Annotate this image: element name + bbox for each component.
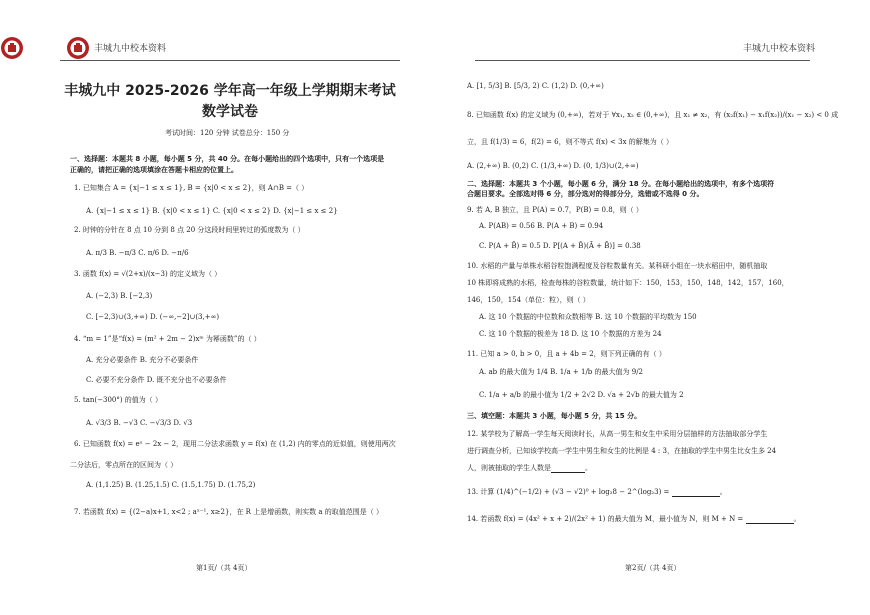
right-line-15: A. ab 的最大值为 1/4 B. 1/a + 1/b 的最大值为 9/2	[479, 368, 644, 376]
left-line-14: 6. 已知函数 f(x) = eˣ − 2x − 2，现用二分法求函数 y = f(x) 在 (1,2) 内的零点的近似值，则使用两次	[74, 440, 396, 448]
left-line-9: 4. “m = 1”是“f(x) = (m² + 2m − 2)xᵐ 为幂函数”的（ ）	[74, 335, 261, 343]
right-line-8: C. P(A + B̄) = 0.5 D. P[(A + B̄)(Ā + B̄)] = 0.38	[479, 242, 641, 250]
left-line-3: A. {x|−1 ≤ x ≤ 1} B. {x|0 < x ≤ 1} C. {x|0 < x ≤ 2} D. {x|−1 ≤ x ≤ 2}	[86, 207, 338, 215]
school-logo-icon	[0, 36, 24, 60]
left-line-15: 二分法后，零点所在的区间为（ ）	[70, 461, 178, 469]
right-line-3: A. (2,+∞) B. (0,2) C. (1/3,+∞) D. (0, 1/3)∪(2,+∞)	[467, 162, 639, 170]
right-line-19: 进行调查分析，已知该学校高一学生中男生和女生的比例是 4 : 3，在抽取的学生中男生比女生多 24	[467, 447, 777, 455]
page-footer: 第1页/（共 4页）	[196, 564, 252, 572]
page-header	[743, 34, 815, 60]
header-school-name: 丰城九中校本资料	[94, 43, 167, 54]
right-line-9: 10. 水稻的产量与单株水稻谷粒饱满程度及谷粒数量有关。某科研小组在一块水稻田中，随机抽取	[467, 262, 768, 270]
exam-meta: 考试时间：120 分钟 试卷总分：150 分	[165, 129, 290, 137]
left-line-1: 正确的，请把正确的选项填涂在答题卡相应的位置上。	[70, 166, 238, 174]
right-line-18: 12. 某学校为了解高一学生每天阅读时长，从高一男生和女生中采用分层抽样的方法抽取部分学生	[467, 430, 768, 438]
header-divider	[60, 60, 400, 61]
exam-subtitle: 数学试卷	[202, 104, 258, 120]
page-header	[94, 34, 166, 60]
right-line-13: C. 这 10 个数据的极差为 18 D. 这 10 个数据的方差为 24	[479, 330, 662, 338]
left-line-2: 1. 已知集合 A = {x|−1 ≤ x ≤ 1}, B = {x|0 < x ≤ 2}，则 A∩B =（ ）	[74, 184, 309, 192]
right-line-11: 146，150，154（单位：粒），则（ ）	[467, 296, 590, 304]
right-line-20: 人，则被抽取的学生人数是 。	[467, 464, 592, 472]
right-line-12: A. 这 10 个数据的中位数和众数相等 B. 这 10 个数据的平均数为 150	[479, 313, 697, 321]
page-footer: 第2页/（共 4页）	[625, 564, 681, 572]
right-line-2: 立，且 f(1/3) = 6，f(2) = 6，则不等式 f(x) < 3x 的解集为（ ）	[467, 138, 673, 146]
right-line-5: 合题目要求。全部选对得 6 分，部分选对的得部分分，选错或不选得 0 分。	[467, 190, 704, 198]
right-line-1: 8. 已知函数 f(x) 的定义域为 (0,+∞)，若对于 ∀x₁, x₂ ∈ (0,+∞)，且 x₁ ≠ x₂，有 (x₂f(x₁) − x₁f(x₂))/(x₁ − x₂) < 0 成	[467, 111, 839, 119]
left-line-0: 一、选择题：本题共 8 小题，每小题 5 分，共 40 分。在每小题给出的四个选项中，只有一个选项是	[70, 155, 385, 163]
right-line-7: A. P(AB) = 0.56 B. P(A + B) = 0.94	[479, 222, 604, 230]
left-line-10: A. 充分必要条件 B. 充分不必要条件	[86, 356, 199, 364]
left-line-7: A. (−2,3) B. [−2,3)	[86, 292, 153, 300]
right-line-10: 10 株即将成熟的水稻，检查每株的谷粒数量，统计如下：150，153，150，148，142，157，160，	[467, 279, 789, 287]
answer-blank-14[interactable]	[746, 516, 794, 524]
right-line-17: 三、填空题：本题共 3 小题，每小题 5 分，共 15 分。	[467, 412, 642, 420]
right-line-14: 11. 已知 a > 0, b > 0，且 a + 4b = 2，则下列正确的有（ ）	[467, 350, 666, 358]
header-divider	[475, 60, 810, 61]
header-school-name: 丰城九中校本资料	[742, 43, 815, 54]
left-line-11: C. 必要不充分条件 D. 既不充分也不必要条件	[86, 376, 227, 384]
answer-blank-13[interactable]	[672, 489, 720, 497]
right-line-0: A. [1, 5/3] B. [5/3, 2) C. (1,2) D. (0,+∞)	[467, 82, 604, 90]
left-line-8: C. [−2,3)∪(3,+∞) D. (−∞,−2]∪(3,+∞)	[86, 313, 220, 321]
question-13: 13. 计算 (1/4)^(−1/2) + (√3 − √2)⁰ + log₂8 − 2^(log₂3) = 。	[467, 488, 727, 496]
left-line-6: 3. 函数 f(x) = √(2+x)/(x−3) 的定义域为（ ）	[74, 270, 222, 278]
page-2	[435, 0, 870, 615]
answer-blank-12[interactable]	[551, 465, 585, 473]
left-line-5: A. π/3 B. −π/3 C. π/6 D. −π/6	[86, 249, 189, 257]
exam-title: 丰城九中 2025-2026 学年高一年级上学期期末考试	[64, 83, 396, 99]
right-line-6: 9. 若 A, B 独立，且 P(A) = 0.7，P(B) = 0.8，则（ ）	[467, 206, 643, 214]
school-logo-icon	[66, 36, 90, 60]
left-line-4: 2. 时钟的分针在 8 点 10 分到 8 点 20 分这段时间里转过的弧度数为（ ）	[74, 226, 305, 234]
left-line-16: A. (1,1.25) B. (1.25,1.5) C. (1.5,1.75) D. (1.75,2)	[86, 481, 256, 489]
right-line-4: 二、选择题：本题共 3 个小题，每小题 6 分，满分 18 分。在每小题给出的选项中，有多个选项符	[467, 180, 775, 188]
left-line-17: 7. 若函数 f(x) = {(2−a)x+1, x<2 ; aˣ⁻¹, x≥2}，在 R 上是增函数，则实数 a 的取值范围是（ ）	[74, 508, 384, 516]
question-14: 14. 若函数 f(x) = (4x² + x + 2)/(2x² + 1) 的最大值为 M，最小值为 N，则 M + N = 。	[467, 515, 801, 523]
left-line-12: 5. tan(−300°) 的值为（ ）	[74, 396, 163, 404]
right-line-16: C. 1/a + a/b 的最小值为 1/2 + 2√2 D. √a + 2√b 的最大值为 2	[479, 391, 684, 399]
left-line-13: A. √3/3 B. −√3 C. −√3/3 D. √3	[86, 419, 193, 427]
